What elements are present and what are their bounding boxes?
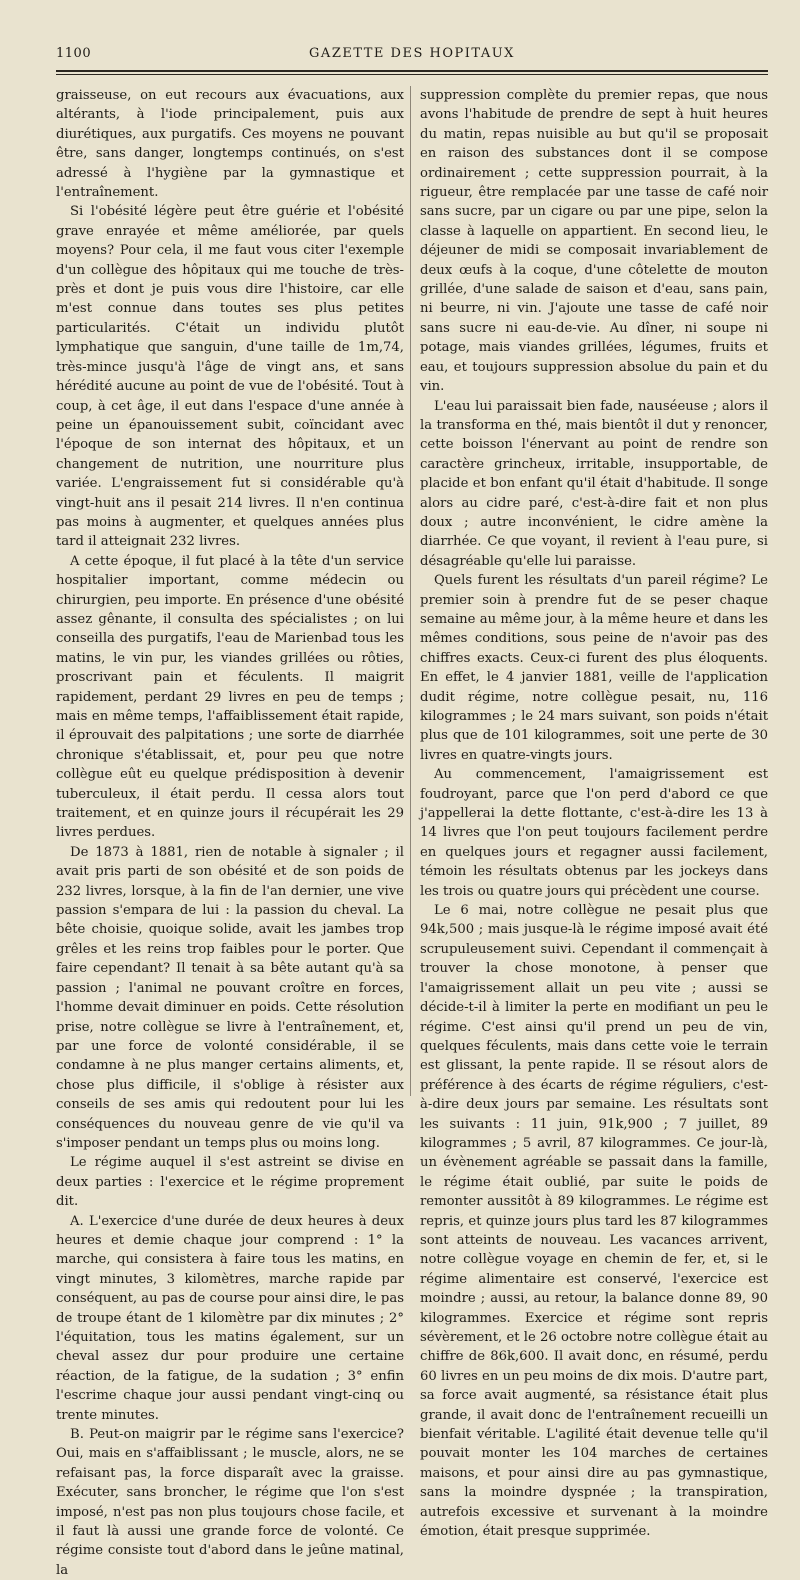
paragraph: graisseuse, on eut recours aux évacuations, aux altérants, à l'iode principalement, puis aux diurétiques, aux purgatifs. Ces moyens ne pouvant être, sans danger, longtemps continués, on s'est adressé à l'hygiène par la gymnastique et l'entraînement. xyxy=(56,88,404,201)
paragraph: Au commencement, l'amaigrissement est foudroyant, parce que l'on perd d'abord ce que j'appellerai la dette flottante, c'est-à-dire les 13 à 14 livres que l'on peut toujours facilement perdre en quelques jours et regagner aussi facilement, témoin les résultats obtenus par les jockeys dans les trois ou quatre jours qui précèdent une course. xyxy=(420,767,768,899)
paragraph: Le régime auquel il s'est astreint se divise en deux parties : l'exercice et le régime proprement dit. xyxy=(56,1155,404,1210)
paragraph: Si l'obésité légère peut être guérie et l'obésité grave enrayée et même améliorée, par quels moyens? Pour cela, il me faut vous citer l'exemple d'un collègue des hôpitaux qui me touche de très-près et dont je puis vous dire l'histoire, car elle m'est connue dans toutes ses plus petites particularités. C'était un individu plutôt lymphatique que sanguin, d'une taille de 1m,74, très-mince jusqu'à l'âge de vingt ans, et sans hérédité aucune au point de vue de l'obésité. Tout à coup, à cet âge, il eut dans l'espace d'une année à peine un épanouissement subit, coïncidant avec l'époque de son internat des hôpitaux, et un changement de nutrition, une nourriture plus variée. L'engraissement fut si considérable qu'à vingt-huit ans il pesait 214 livres. Il n'en continua pas moins à augmenter, et quelques années plus tard il atteignait 232 livres. xyxy=(56,204,404,550)
paragraph: L'eau lui paraissait bien fade, nauséeuse ; alors il la transforma en thé, mais bientôt il dut y renoncer, cette boisson l'énervant au point de rendre son caractère grincheux, irritable, insupportable, de placide et bon enfant qu'il était d'habitude. Il songe alors au cidre paré, c'est-à-dire fait et non plus doux ; autre inconvénient, le cidre amène la diarrhée. Ce que voyant, il revient à l'eau pure, si désagréable qu'elle lui paraisse. xyxy=(420,398,768,569)
page-number: 1100 xyxy=(56,46,92,61)
paragraph: A cette époque, il fut placé à la tête d'un service hospitalier important, comme médecin ou chirurgien, peu importe. En présence d'une obésité assez gênante, il consulta des spécialistes ; on lui conseilla des purgatifs, l'eau de Marienbad tous les matins, le vin pur, les viandes grillées ou rôties, proscrivant pain et féculents. Il maigrit rapidement, perdant 29 livres en peu de temps ; mais en même temps, l'affaiblissement était rapide, il éprouvait des palpitations ; une sorte de diarrhée chronique s'établissait, et, pour peu que notre collègue eût eu quelque prédisposition à devenir tuberculeux, il était perdu. Il cessa alors tout traitement, et en quinze jours il récupérait les 29 livres perdues. xyxy=(56,553,404,841)
paragraph: B. Peut-on maigrir par le régime sans l'exercice? Oui, mais en s'affaiblissant ; le muscle, alors, ne se refaisant pas, la force disparaît avec la graisse. Exécuter, sans broncher, le régime que l'on s'est imposé, n'est pas non plus toujours chose facile, et il faut là aussi une grande force de volonté. Ce régime consiste tout d'abord dans le jeûne matinal, la xyxy=(56,1427,404,1578)
paragraph: Quels furent les résultats d'un pareil régime? Le premier soin à prendre fut de se peser chaque semaine au même jour, à la même heure et dans les mêmes conditions, sous peine de n'avoir pas des chiffres exacts. Ceux-ci furent des plus éloquents. En effet, le 4 janvier 1881, veille de l'application dudit régime, notre collègue pesait, nu, 116 kilogrammes ; le 24 mars suivant, son poids n'était plus que de 101 kilogrammes, soit une perte de 30 livres en quatre-vingts jours. xyxy=(420,573,768,763)
right-column xyxy=(420,86,768,1541)
paragraph: Le 6 mai, notre collègue ne pesait plus que 94k,500 ; mais jusque-là le régime imposé avait été scrupuleusement suivi. Cependant il commençait à trouver la chose monotone, à penser que l'amaigrissement allait un peu vite ; aussi se décide-t-il à limiter la perte en modifiant un peu le régime. C'est ainsi qu'il prend un peu de vin, quelques féculents, mais dans cette voie le terrain est glissant, la pente rapide. Il se résout alors de préférence à des écarts de régime réguliers, c'est-à-dire deux jours par semaine. Les résultats sont les suivants : 11 juin, 91k,900 ; 7 juillet, 89 kilogrammes ; 5 avril, 87 kilogrammes. Ce jour-là, un évènement agréable se passait dans la famille, le régime était oublié, par suite le poids de remonter aussitôt à 89 kilogrammes. Le régime est repris, et quinze jours plus tard les 87 kilogrammes sont atteints de nouveau. Les vacances arrivent, notre collègue voyage en chemin de fer, et, si le régime alimentaire est conservé, l'exercice est moindre ; aussi, au retour, la balance donne 89, 90 kilogrammes. Exercice et régime sont repris sévèrement, et le 26 octobre notre collègue était au chiffre de 86k,600. Il avait donc, en résumé, perdu 60 livres en un peu moins de dix mois. D'autre part, sa force avait augmenté, sa résistance était plus grande, il avait donc de l'entraînement recueilli un bienfait véritable. L'agilité était devenue telle qu'il pouvait monter les 104 marches de certaines maisons, et pour ainsi dire au pas gymnastique, sans la moindre dyspnée ; la transpiration, autrefois excessive et survenant à la moindre émotion, était presque supprimée. xyxy=(420,903,768,1540)
running-title: GAZETTE DES HOPITAUX xyxy=(309,46,515,61)
paragraph: A. L'exercice d'une durée de deux heures à deux heures et demie chaque jour comprend : 1° la marche, qui consistera à faire tous les matins, en vingt minutes, 3 kilomètres, marche rapide par conséquent, au pas de course pour ainsi dire, le pas de troupe étant de 1 kilomètre par dix minutes ; 2° l'équitation, tous les matins également, sur un cheval assez dur pour produire une certaine réaction, de la fatigue, de la sudation ; 3° enfin l'escrime chaque jour aussi pendant vingt-cinq ou trente minutes. xyxy=(56,1213,405,1423)
header-rule-top xyxy=(56,70,768,72)
page-header xyxy=(56,46,768,66)
paragraph: suppression complète du premier repas, que nous avons l'habitude de prendre de sept à huit heures du matin, repas nuisible au but qu'il se proposait en raison des substances dont il se compose ordinairement ; cette suppression pourrait, à la rigueur, être remplacée par une tasse de café noir sans sucre, par un cigare ou par une pipe, selon la classe à laquelle on appartient. En second lieu, le déjeuner de midi se composait invariablement de deux œufs à la coque, d'une côtelette de mouton grillée, d'une salade de saison et d'eau, sans pain, ni beurre, ni vin. J'ajoute une tasse de café noir sans sucre ni eau-de-vie. Au dîner, ni soupe ni potage, mais viandes grillées, légumes, fruits et eau, et toujours suppression absolue du pain et du vin. xyxy=(420,88,768,395)
header-rule-bottom xyxy=(56,74,768,75)
left-column xyxy=(56,86,404,1580)
paragraph: De 1873 à 1881, rien de notable à signaler ; il avait pris parti de son obésité et de son poids de 232 livres, lorsque, à la fin de l'an dernier, une vive passion s'empara de lui : la passion du cheval. La bête choisie, quoique solide, avait les jambes trop grêles et les reins trop faibles pour le porter. Que faire cependant? Il tenait à sa bête autant qu'à sa passion ; l'animal ne pouvant croître en forces, l'homme devait diminuer en poids. Cette résolution prise, notre collègue se livre à l'entraînement, et, par une force de volonté considérable, il se condamne à ne plus manger certains aliments, et, chose plus difficile, il s'oblige à résister aux conseils de ses amis qui redoutent pour lui les conséquences du nouveau genre de vie qu'il va s'imposer pendant un temps plus ou moins long. xyxy=(56,844,404,1151)
column-divider xyxy=(410,86,411,1096)
